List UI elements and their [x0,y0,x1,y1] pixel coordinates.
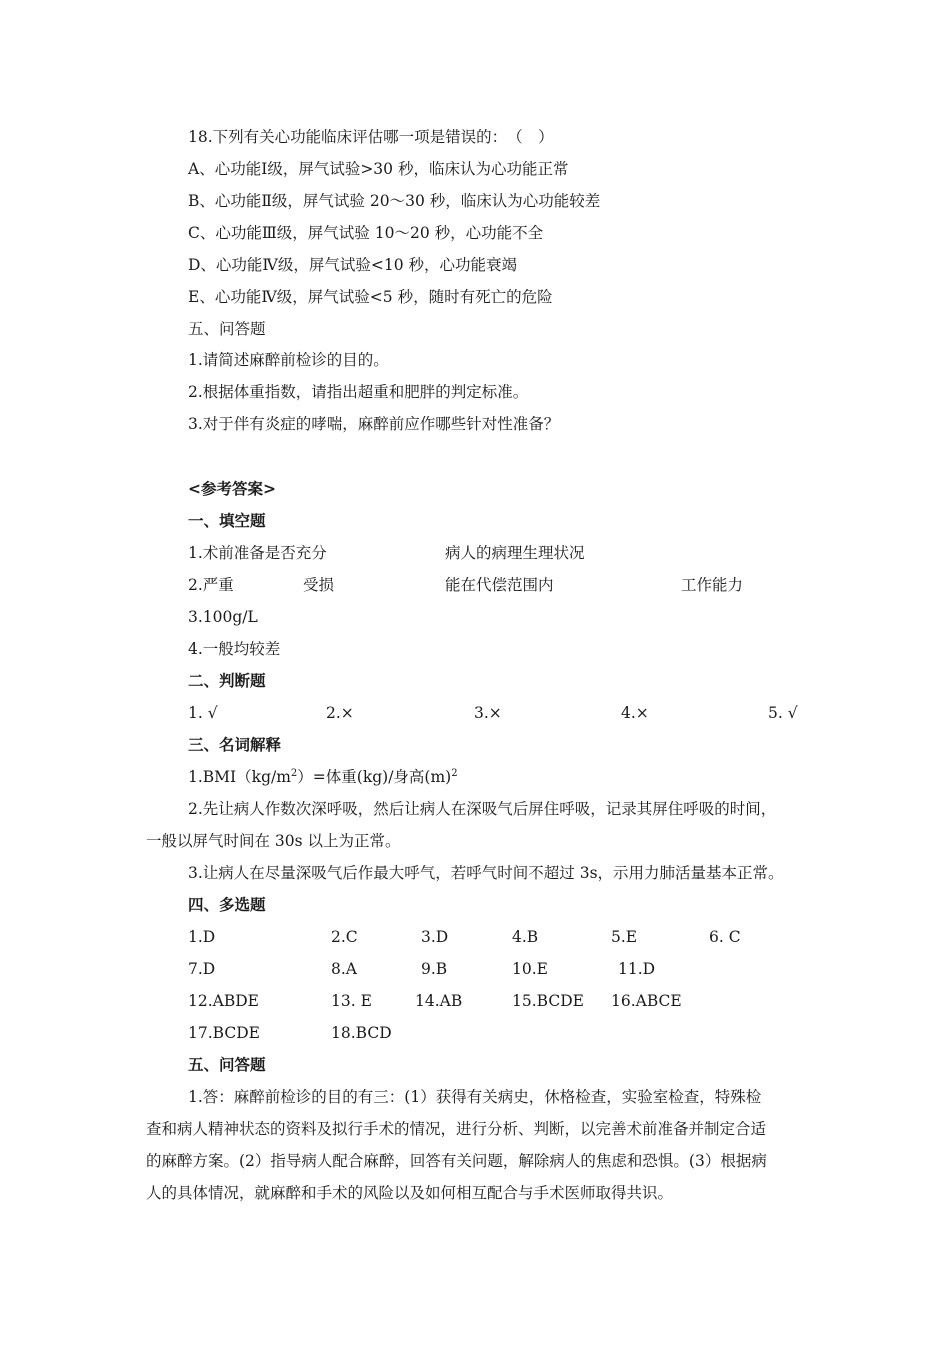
option-b: B、心功能Ⅱ级，屏气试验 20～30 秒，临床认为心功能较差 [188,192,601,210]
fill-answer-2b: 受损 [303,576,335,594]
bmi-formula-part1: 1.BMI（kg/m [188,768,291,786]
multi-answer: 18.BCD [331,1024,392,1042]
fill-answer-3: 3.100g/L [188,608,258,626]
bmi-exponent-2: 2 [451,767,458,779]
multi-answer: 16.ABCE [611,992,682,1010]
term-answer-1 [188,767,458,787]
term-answer-3: 3.让病人在尽量深吸气后作最大呼气，若呼气时间不超过 3s，示用力肺活量基本正常。 [188,864,784,882]
bmi-formula-part2: ）=体重(kg)/身高(m) [297,768,452,786]
option-e: E、心功能Ⅳ级，屏气试验<5 秒，随时有死亡的危险 [188,288,553,306]
multi-answer: 8.A [331,960,357,978]
option-a: A、心功能Ⅰ级，屏气试验>30 秒，临床认为心功能正常 [188,160,569,178]
essay-answer-heading: 五、问答题 [188,1055,266,1074]
answers-title: <参考答案> [188,479,276,498]
multi-answer: 6. C [709,928,741,946]
judge-answer-5: 5. √ [768,704,798,722]
multi-answer: 12.ABDE [188,992,259,1010]
multi-answer: 11.D [618,960,656,978]
essay-question-3: 3.对于伴有炎症的哮喘，麻醉前应作哪些针对性准备？ [188,415,560,433]
judge-answer-1: 1. √ [188,704,218,722]
judge-answer-2: 2.× [326,704,354,722]
judge-answer-4: 4.× [621,704,649,722]
multi-heading: 四、多选题 [188,895,266,914]
term-answer-2-line2: 一般以屏气时间在 30s 以上为正常。 [146,832,401,850]
terms-heading: 三、名词解释 [188,735,282,754]
multi-answer: 7.D [188,960,216,978]
option-c: C、心功能Ⅲ级，屏气试验 10～20 秒，心功能不全 [188,224,544,242]
multi-answer: 15.BCDE [512,992,584,1010]
essay-question-1: 1.请简述麻醉前检诊的目的。 [188,351,389,369]
multi-answer: 4.B [512,928,539,946]
fill-answer-2a: 2.严重 [188,576,234,594]
multi-answer: 1.D [188,928,216,946]
multi-answer: 9.B [421,960,448,978]
fill-heading: 一、填空题 [188,511,266,530]
multi-answer: 5.E [611,928,638,946]
fill-answer-2c: 能在代偿范围内 [445,576,554,594]
multi-answer: 10.E [512,960,548,978]
judge-heading: 二、判断题 [188,671,266,690]
essay-question-2: 2.根据体重指数，请指出超重和肥胖的判定标准。 [188,383,529,401]
essay-answer-line: 1.答：麻醉前检诊的目的有三：(1）获得有关病史，休格检查，实验室检查，特殊检 [188,1088,762,1106]
judge-answer-3: 3.× [474,704,502,722]
fill-answer-1a: 1.术前准备是否充分 [188,544,327,562]
fill-answer-4: 4.一般均较差 [188,640,281,658]
multi-answer: 3.D [421,928,449,946]
term-answer-2-line1: 2.先让病人作数次深呼吸，然后让病人在深吸气后屏住呼吸，记录其屏住呼吸的时间， [188,800,777,818]
question-18-stem: 18.下列有关心功能临床评估哪一项是错误的： （ ） [188,128,554,146]
option-d: D、心功能Ⅳ级，屏气试验<10 秒，心功能衰竭 [188,256,518,274]
essay-answer-line: 的麻醉方案。(2）指导病人配合麻醉，回答有关问题，解除病人的焦虑和恐惧。(3）根据病 [146,1152,767,1170]
multi-answer: 14.AB [415,992,463,1010]
bmi-exponent-1: 2 [290,767,298,779]
essay-answer-line: 查和病人精神状态的资料及拟行手术的情况，进行分析、判断，以完善术前准备并制定合适 [146,1120,767,1138]
multi-answer: 17.BCDE [188,1024,260,1042]
multi-answer: 13. E [331,992,372,1010]
essay-answer-line: 人的具体情况，就麻醉和手术的风险以及如何相互配合与手术医师取得共识。 [146,1184,674,1202]
multi-answer: 2.C [331,928,358,946]
fill-answer-2d: 工作能力 [681,576,744,594]
fill-answer-1b: 病人的病理生理状况 [445,544,585,562]
essay-heading: 五、问答题 [188,320,266,338]
